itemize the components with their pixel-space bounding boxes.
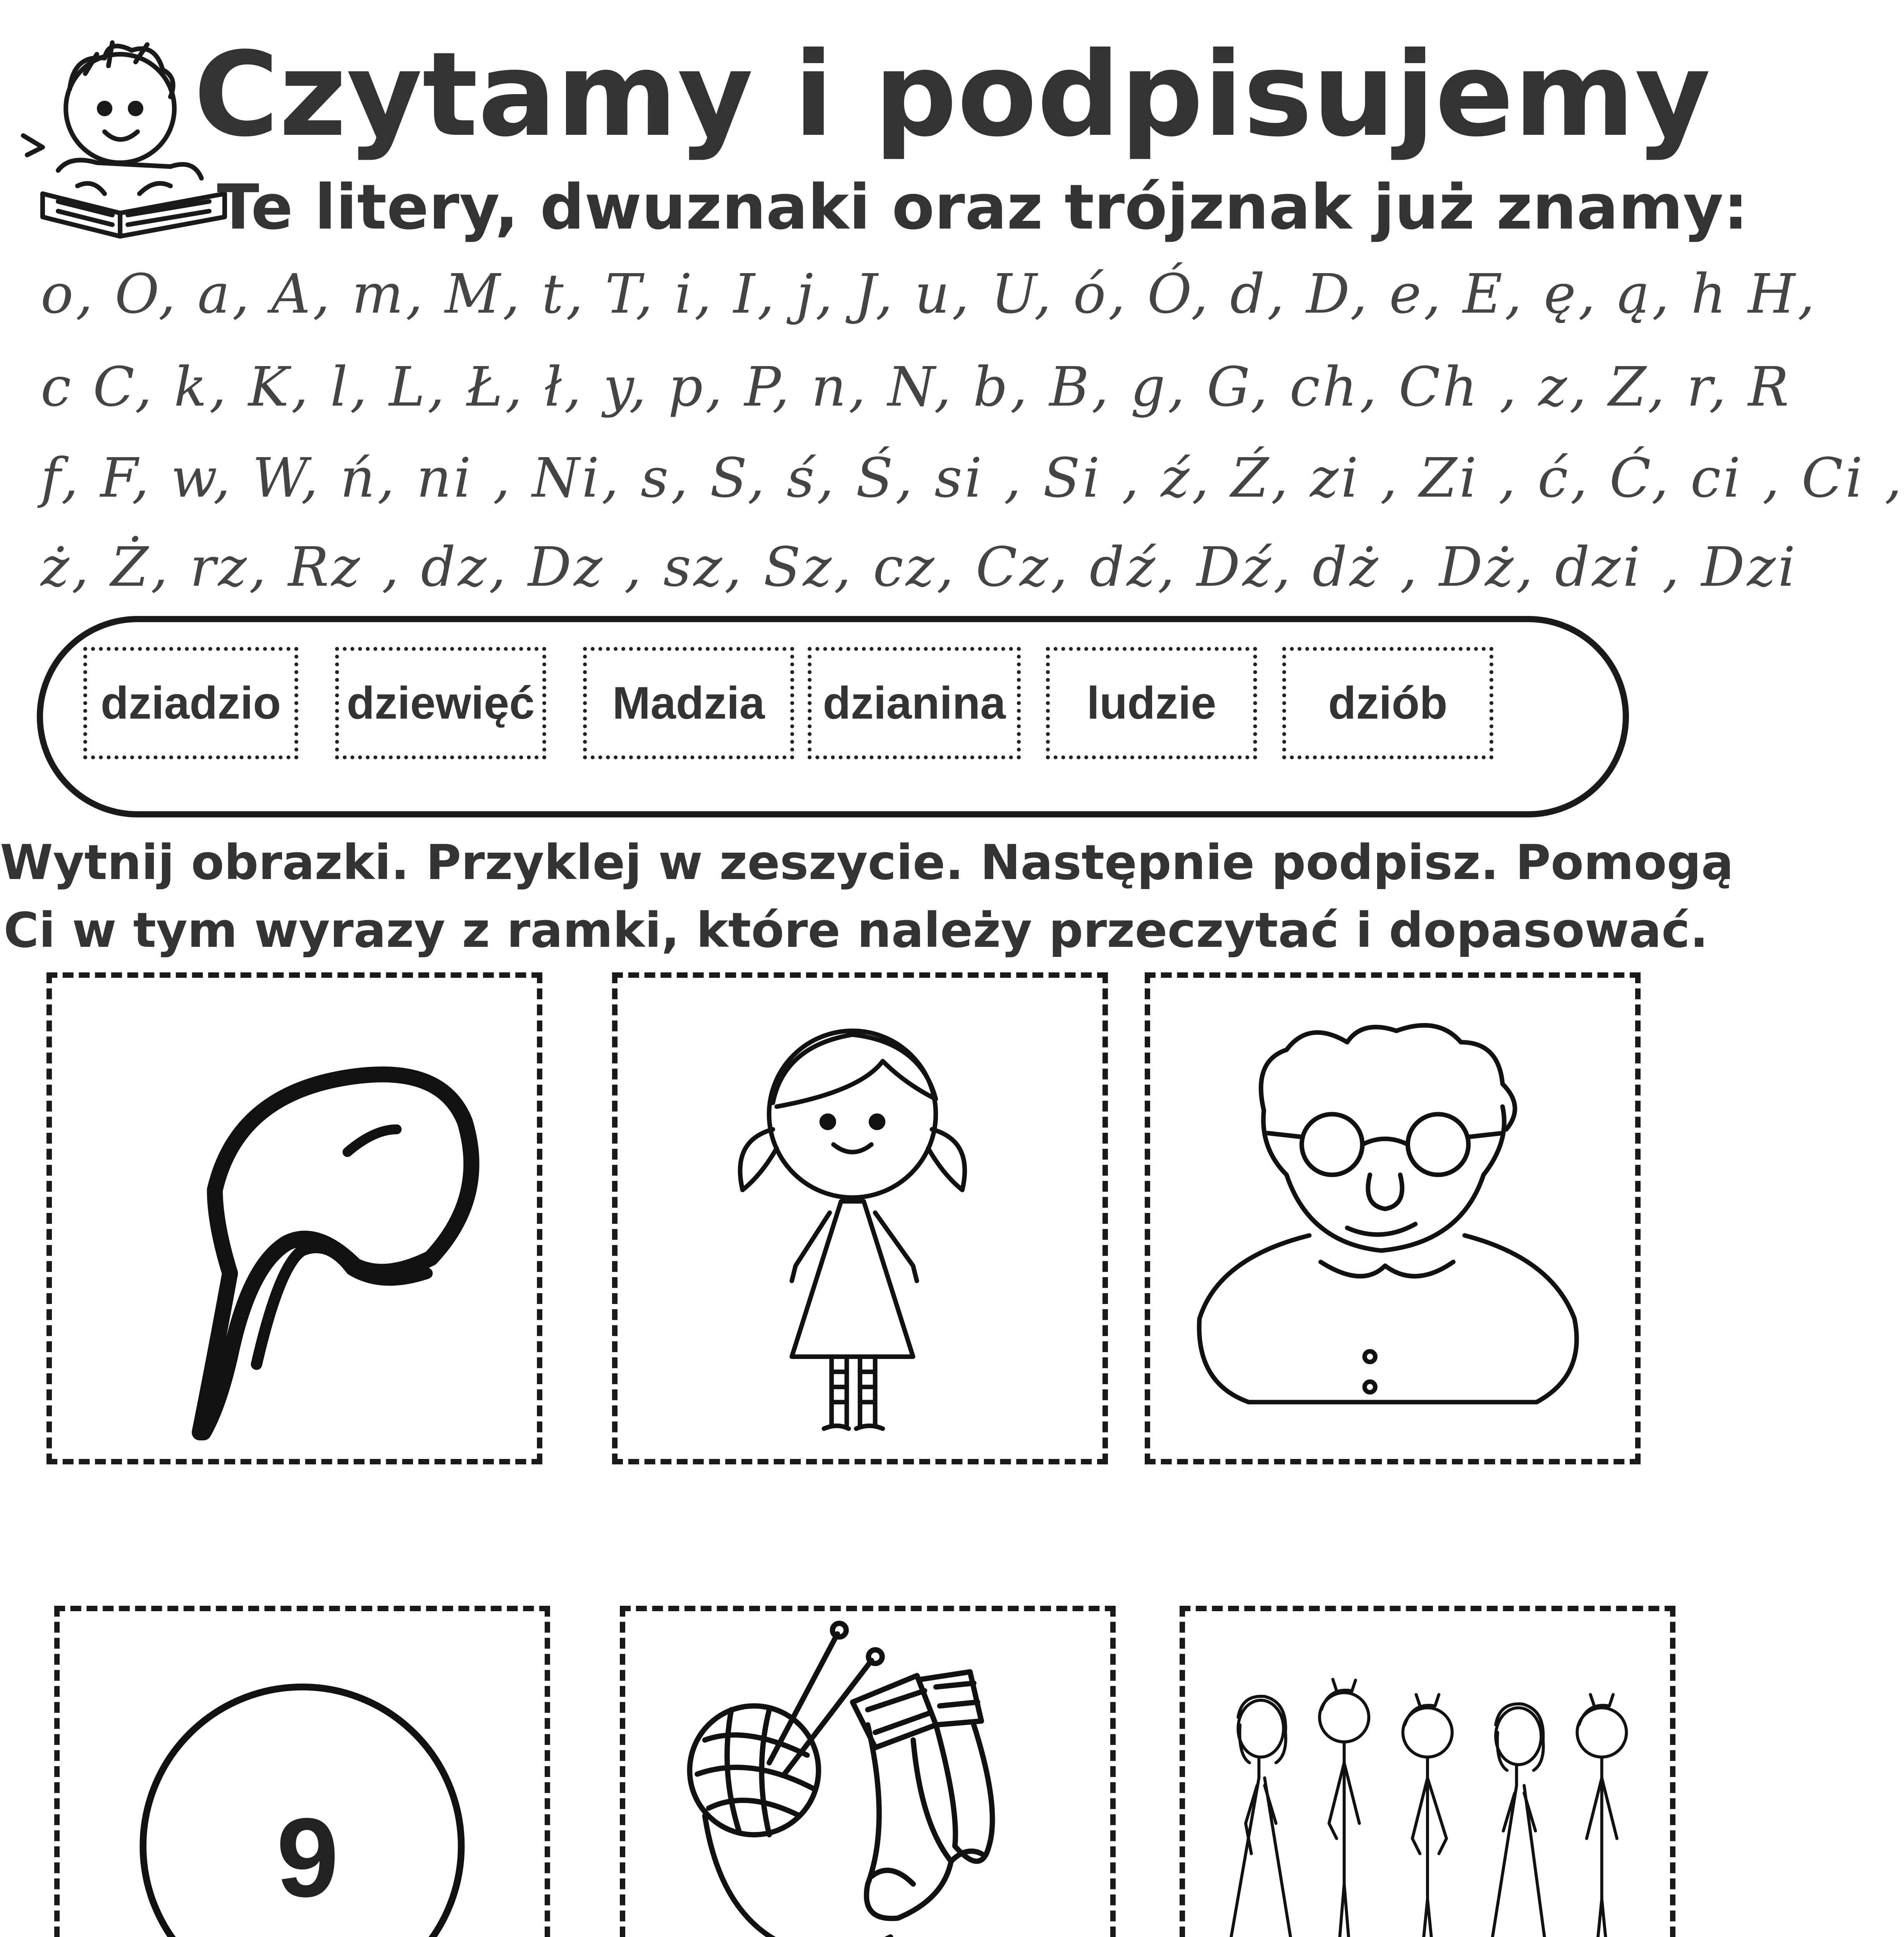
card-people[interactable]	[1180, 1606, 1675, 1937]
letters-line-3: f, F, w, W, ń, ni , Ni, s, S, ś, Ś, si , Si , ź, Ź, zi , Zi , ć, Ć, ci , Ci ,	[41, 447, 1904, 510]
card-beak[interactable]	[46, 972, 542, 1464]
card-nine[interactable]	[54, 1606, 550, 1937]
word-card-dziob: dziób	[1282, 647, 1493, 759]
letters-line-4: ż, Ż, rz, Rz , dz, Dz , sz, Sz, cz, Cz, dź, Dź, dż , Dż, dzi , Dzi	[41, 536, 1798, 599]
beak-icon	[52, 978, 537, 1459]
letters-line-2: c C, k, K, l, L, Ł, ł, y, p, P, n, N, b, B, g, G, ch, Ch , z, Z, r, R	[41, 356, 1791, 419]
word-card-dzianina: dzianina	[808, 647, 1021, 759]
word-card-dziadzio: dziadzio	[83, 647, 298, 759]
people-icon	[1185, 1611, 1670, 1937]
nine-label: 9	[276, 1795, 339, 1920]
word-card-ludzie: ludzie	[1046, 647, 1257, 759]
grandfather-icon	[1150, 978, 1635, 1459]
page-subtitle: Te litery, dwuznaki oraz trójznak już znamy:	[217, 171, 1748, 243]
instruction-line-2: Ci w tym wyrazy z ramki, które należy przeczytać i dopasować.	[3, 903, 1708, 958]
girl-icon	[617, 978, 1102, 1459]
letters-line-1: o, O, a, A, m, M, t, T, i, I, j, J, u, U, ó, Ó, d, D, e, E, ę, ą, h H,	[41, 263, 1817, 326]
yarn-socks-icon	[625, 1611, 1110, 1937]
card-yarn-socks[interactable]	[620, 1606, 1116, 1937]
word-card-dziewiec: dziewięć	[335, 647, 546, 759]
card-girl[interactable]	[612, 972, 1108, 1464]
page-title: Czytamy i podpisujemy	[194, 27, 1711, 162]
word-card-madzia: Madzia	[583, 647, 794, 759]
card-grandfather[interactable]	[1145, 972, 1641, 1464]
instruction-line-1: Wytnij obrazki. Przyklej w zeszycie. Następnie podpisz. Pomogą	[0, 835, 1734, 891]
